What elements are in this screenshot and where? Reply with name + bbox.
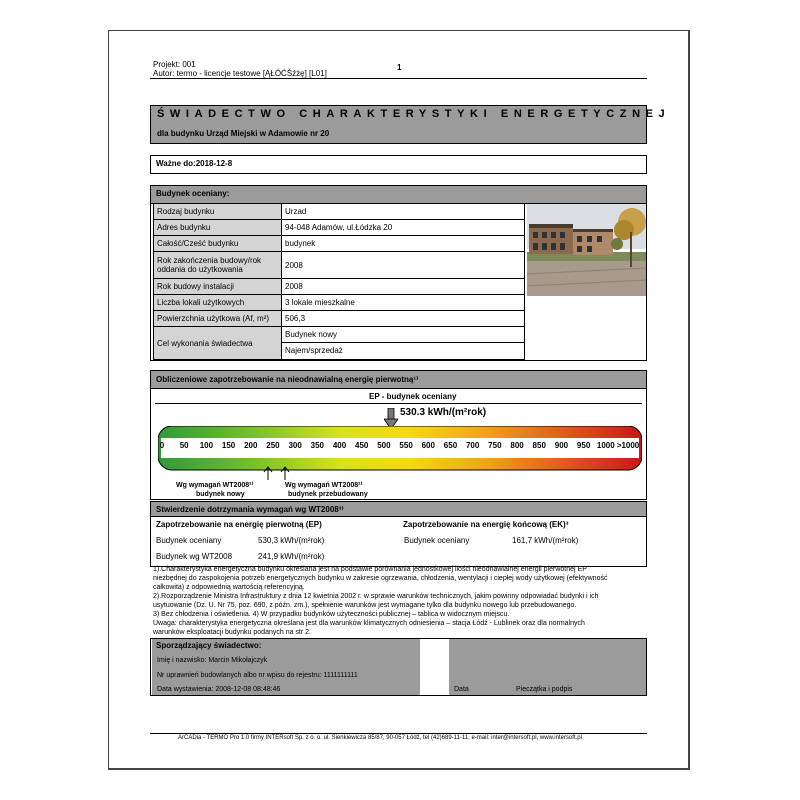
row-value: 94-048 Adamów, ul.Łódzka 20 [282, 220, 525, 236]
scale-tick-label: 250 [266, 441, 280, 450]
note-line: 1).Charakterystyka energetyczna budynku określana jest na podstawie porównania jednostkowej ilości nieodnawialnej energii pierwotnej EP [153, 566, 587, 573]
scale-tick-label: 450 [355, 441, 369, 450]
note-line: warunków eksploatacji budynku podanych na str 2. [153, 629, 311, 636]
scale-tick-label: 900 [554, 441, 569, 450]
table-row [154, 236, 525, 252]
ek-row-label: Budynek oceniany [404, 536, 470, 545]
note-line: Uwaga: charakterystyka energetyczna określana jest dla warunków klimatycznych odniesienia – stacja Łódź - Lublinek oraz dla normalnych [153, 620, 585, 627]
row-label: Adres budynku [154, 220, 282, 236]
wt2008-new-label: Wg wymagań WT2008²⁾ [176, 482, 254, 489]
ep-row-label: Budynek wg WT2008 [156, 552, 233, 561]
scale-tick-label: 500 [377, 441, 391, 450]
scale-tick-label: 350 [310, 441, 325, 450]
row-label: Całość/Cześć budynku [154, 236, 282, 252]
building-photo [527, 204, 646, 296]
row-value: 2008 [282, 252, 525, 279]
scale-tick-label: 0 [159, 441, 165, 450]
wt2008-rebuilt-sublabel: budynek przebudowany [288, 491, 368, 498]
table-row [154, 311, 525, 327]
signature-date-label: Data [454, 686, 469, 693]
scale-tick-label: 200 [244, 441, 258, 450]
row-label: Liczba lokali użytkowych [154, 295, 282, 311]
table-row [154, 327, 525, 360]
ep-requirement-header: Zapotrzebowanie na energię pierwotną (EP) [156, 520, 322, 529]
wt2008-rebuilt-label: Wg wymagań WT2008²⁾ [285, 482, 363, 489]
issuer-date: Data wystawienia: 2008-12-08 08:48:46 [157, 686, 281, 693]
project-label: Projekt: 001 [153, 60, 196, 69]
author-label: Autor: termo - licencje testowe [ĄŁÓĆŚźżę] [L01] [153, 69, 327, 78]
purpose-value: Budynek nowy [282, 327, 524, 343]
scale-tick-label: 800 [510, 441, 524, 450]
scale-tick-label: >1000 [616, 441, 640, 450]
wt2008-new-sublabel: budynek nowy [196, 491, 245, 498]
ek-row-value: 161,7 kWh/(m²rok) [512, 536, 579, 545]
building-photo-illustration [527, 204, 646, 296]
note-line: całkowita) z odpowiednią wartością referencyjną. [153, 584, 305, 591]
note-line: 3) Bez chłodzenia i oświetlenia. 4) W przypadku budynków użyteczności publicznej – tablica w widocznym miejscu. [153, 611, 510, 618]
row-label: Rok budowy instalacji [154, 279, 282, 295]
issuer-license: Nr uprawnień budowlanych albo nr wpisu do rejestru: 1111111111 [157, 672, 358, 679]
scale-tick-label: 750 [488, 441, 502, 450]
footer-text: ArCADia - TERMO Pro 1.0 firmy INTERsoft Sp. z o. o. ul. Sienkiewicza 85/87, 90-057 Łódź, tel (42)689-11-11, e-mail: inter@intersoft.pl, www.intersoft.pl [178, 735, 582, 741]
issuer-name: Imię i nazwisko: Marcin Mikołajczyk [157, 657, 268, 664]
row-value: 506,3 [282, 311, 525, 327]
table-row [154, 252, 525, 279]
ep-divider [155, 403, 642, 404]
row-value: 3 lokale mieszkalne [282, 295, 525, 311]
wt2008-rebuilt-arrow-icon [280, 466, 290, 480]
row-value: 2008 [282, 279, 525, 295]
table-row [154, 279, 525, 295]
row-label: Rok zakończenia budowy/rok oddania do użytkowania [154, 252, 282, 279]
scale-tick-label: 1000 [596, 441, 615, 450]
ep-scale-title: EP - budynek oceniany [369, 392, 457, 401]
wt2008-new-arrow-icon [263, 466, 273, 480]
scale-tick-label: 300 [288, 441, 302, 450]
scale-tick-label: 700 [465, 441, 480, 450]
document-subtitle: dla budynku Urząd Miejski w Adamowie nr 20 [157, 129, 330, 138]
row-label: Powierzchnia użytkowa (Af, m²) [154, 311, 282, 327]
ep-row-value: 241,9 kWh/(m²rok) [258, 552, 325, 561]
issuer-title: Sporządzający świadectwo: [156, 641, 262, 650]
header-divider [150, 78, 647, 79]
scale-tick-label: 100 [199, 441, 214, 450]
ep-section-title: Obliczeniowe zapotrzebowanie na nieodnawialną energię pierwotną¹⁾ [156, 375, 419, 384]
note-line: 2).Rozporządzenie Ministra Infrastruktury z dnia 12 kwietnia 2002 r. w sprawie warunków technicznych, jakim powinny odpowiadać budynki i ich [153, 593, 599, 600]
signature-stamp-label: Pieczątka i podpis [516, 686, 573, 693]
page-number: 1 [397, 63, 402, 72]
footer-divider [150, 733, 647, 734]
compliance-title: Stwierdzenie dotrzymania wymagań wg WT2008³⁾ [156, 505, 344, 514]
row-label: Rodzaj budynku [154, 204, 282, 220]
document-title: ŚWIADECTWO CHARAKTERYSTYKI ENERGETYCZNEJ [157, 108, 671, 120]
row-value: budynek [282, 236, 525, 252]
valid-until: Ważne do:2018-12-8 [156, 159, 233, 168]
scale-tick-label: 950 [576, 441, 591, 450]
building-info-table [153, 203, 525, 360]
row-value: Urzad [282, 204, 525, 220]
table-row [154, 220, 525, 236]
purpose-value: Najem/sprzedaż [285, 346, 343, 355]
purpose-label: Cel wykonania świadectwa [154, 327, 282, 360]
note-line: niezbędnej do zaspokojenia potrzeb energetycznych budynku w zakresie ogrzewania, chłodzenia, wentylacji i ciepłej wody użytkowej (efektywność [153, 575, 608, 582]
scale-tick-label: 600 [421, 441, 435, 450]
table-row [154, 204, 525, 220]
scale-tick-label: 400 [332, 441, 347, 450]
ek-requirement-header: Zapotrzebowanie na energię końcową (EK)³ [403, 520, 569, 529]
ep-row-label: Budynek oceniany [156, 536, 222, 545]
scale-tick-label: 150 [221, 441, 236, 450]
scale-tick-label: 850 [532, 441, 546, 450]
note-line: usytuowanie (Dz. U. Nr 75, poz. 690, z późn. zm.), spełnienie warunków jest wymagane tylko dla budynku nowego lub przebudowanego. [153, 602, 577, 609]
scale-tick-label: 550 [399, 441, 413, 450]
table-row [154, 295, 525, 311]
ep-scale-bar [158, 426, 642, 474]
building-section-title: Budynek oceniany: [156, 189, 230, 198]
ep-value-label: 530.3 kWh/(m²rok) [400, 407, 487, 418]
ep-row-value: 530,3 kWh/(m²rok) [258, 536, 325, 545]
scale-tick-label: 650 [443, 441, 458, 450]
scale-tick-label: 50 [179, 441, 189, 450]
